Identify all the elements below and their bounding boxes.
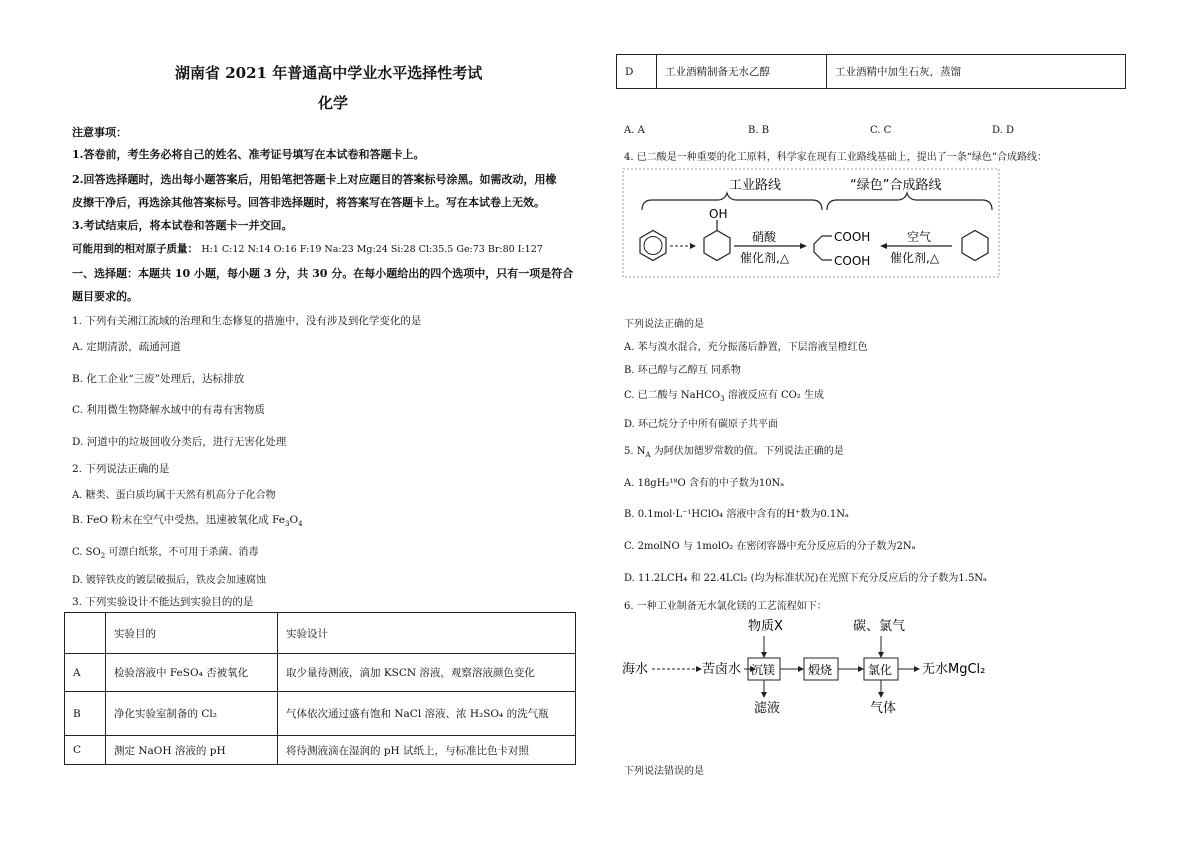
q3-row-purpose: 检验溶液中 FeSO₄ 否被氧化 (106, 654, 278, 692)
box-calcine-label: 煅烧 (808, 663, 833, 677)
q3-row-key: A (65, 654, 106, 692)
bittern-label: 苦卤水 (702, 662, 742, 677)
q3-option-b: B. B (748, 125, 770, 136)
q6-prompt: 下列说法错误的是 (624, 766, 704, 777)
q4-prompt: 下列说法正确的是 (624, 319, 704, 330)
q1-option-a: A. 定期清淤，疏通河道 (72, 341, 181, 353)
q6-process-flow (620, 614, 1000, 724)
q3-row-design: 气体依次通过盛有饱和 NaCl 溶液、浓 H₂SO₄ 的洗气瓶 (278, 692, 576, 736)
q5-option-c: C. 2molNO 与 1molO₂ 在密闭容器中充分反应后的分子数为2Nₐ (624, 541, 916, 552)
notice-item-2: 2.回答选择题时，选出每小题答案后，用铅笔把答题卡上对应题目的答案标号涂黑。如需改动，用橡 (72, 173, 557, 186)
box-chlorinate-label: 氯化 (868, 663, 893, 677)
q4-option-a: A. 苯与溴水混合，充分振荡后静置，下层溶液呈橙红色 (624, 342, 868, 353)
gas-label: 气体 (870, 701, 897, 716)
oh-label: OH (709, 207, 728, 221)
q3-table (64, 612, 576, 765)
q3-table-continued (616, 54, 1126, 89)
seawater-label: 海水 (622, 662, 649, 677)
q3-row-key: D (617, 55, 657, 89)
q3-option-c: C. C (870, 125, 892, 136)
q5-stem: 5. $N_A$ 为阿伏加德罗常数的值。下列说法正确的是 (624, 446, 844, 459)
atomic-mass-values: H:1 C:12 N:14 O:16 F:19 Na:23 Mg:24 Si:28 Cl:35.5 Ge:73 Br:80 I:127 (201, 244, 543, 255)
q1-stem: 1. 下列有关湘江流域的治理和生态修复的措施中，没有涉及到化学变化的是 (72, 315, 422, 327)
q2-option-d: D. 镀锌铁皮的镀层破损后，铁皮会加速腐蚀 (72, 575, 267, 586)
product-label: 无水MgCl₂ (922, 662, 986, 677)
q2-option-a: A. 糖类、蛋白质均属于天然有机高分子化合物 (72, 490, 276, 501)
q3-option-d: D. D (992, 125, 1015, 136)
q3-stem: 3. 下列实验设计不能达到实验目的的是 (72, 596, 254, 608)
reagent-air: 空气 (907, 230, 932, 244)
route-industrial-label: 工业路线 (729, 178, 782, 193)
q4-stem: 4. 已二酸是一种重要的化工原料，科学家在现有工业路线基础上，提出了一条“绿色”合成路线： (624, 152, 1047, 163)
notice-heading: 注意事项： (72, 126, 127, 139)
industrial-brace (642, 193, 822, 210)
q2-option-c: C. $SO_2$ 可漂白纸浆，不可用于杀菌、消毒 (72, 547, 259, 560)
q3-option-a: A. A (624, 125, 645, 136)
q3-row-design: 取少量待测液，滴加 KSCN 溶液，观察溶液颜色变化 (278, 654, 576, 692)
filtrate-label: 滤液 (754, 701, 781, 716)
box-precipitate-label: 沉镁 (751, 663, 776, 677)
q3-header-purpose: 实验目的 (106, 613, 278, 654)
cooh-top: COOH (834, 230, 871, 244)
reagent-nitric-acid: 硝酸 (752, 230, 777, 244)
q4-option-b: B. 环己醇与乙醇互 同系物 (624, 365, 741, 376)
material-x-label: 物质X (748, 619, 783, 634)
subject-title: 化学 (318, 94, 349, 112)
q3-row-purpose: 工业酒精制备无水乙醇 (657, 55, 827, 89)
q4-option-c: C. 已二酸与 NaHCO$_3$ 溶液反应有 CO₂ 生成 (624, 390, 824, 403)
q5-option-d: D. 11.2LCH₄ 和 22.4LCl₂ (均为标准状况)在光照下充分反应后的分子数为1.5Nₐ (624, 573, 987, 584)
q5-option-b: B. 0.1mol·L⁻¹HClO₄ 溶液中含有的H⁺数为0.1Nₐ (624, 509, 849, 520)
section-heading-2: 题目要求的。 (72, 290, 138, 303)
q1-option-d: D. 河道中的垃圾回收分类后，进行无害化处理 (72, 436, 287, 448)
q4-option-d: D. 环己烷分子中所有碳原子共平面 (624, 419, 779, 430)
q6-stem: 6. 一种工业制备无水氯化镁的工艺流程如下： (624, 601, 827, 612)
adipic-acid-chain (814, 236, 822, 260)
page-title: 湖南省 2021 年普通高中学业水平选择性考试 (175, 64, 483, 82)
q1-option-c: C. 利用微生物降解水域中的有毒有害物质 (72, 404, 265, 416)
cyclohexane-ring (962, 231, 988, 261)
q3-row-purpose: 测定 NaOH 溶液的 pH (106, 736, 278, 765)
q3-row-design: 工业酒精中加生石灰，蒸馏 (827, 55, 1126, 89)
q3-row-design: 将待测液滴在湿润的 pH 试纸上，与标准比色卡对照 (278, 736, 576, 765)
q4-synthesis-diagram (622, 168, 1000, 278)
q2-option-b: B. FeO 粉末在空气中受热，迅速被氧化成 $Fe_3O_4$ (72, 514, 303, 529)
notice-item-3: 3.考试结束后，将本试卷和答题卡一并交回。 (72, 219, 293, 232)
q3-row-key: B (65, 692, 106, 736)
notice-item-1: 1.答卷前，考生务必将自己的姓名、准考证号填写在本试卷和答题卡上。 (72, 148, 425, 161)
q3-header-design: 实验设计 (278, 613, 576, 654)
carbon-chlorine-label: 碳、氯气 (853, 619, 906, 634)
route-green-label: “绿色”合成路线 (850, 178, 942, 193)
q2-stem: 2. 下列说法正确的是 (72, 463, 170, 475)
green-brace (827, 193, 992, 210)
atomic-mass-label: 可能用到的相对原子质量： (72, 243, 198, 255)
q5-option-a: A. 18gH₂¹⁸O 含有的中子数为10Nₐ (624, 478, 785, 489)
cyclohexanol-ring (704, 220, 730, 261)
atomic-mass-line (72, 241, 543, 256)
q3-row-purpose: 净化实验室制备的 Cl₂ (106, 692, 278, 736)
q3-row-key: C (65, 736, 106, 765)
section-heading-1: 一、选择题：本题共 10 小题，每小题 3 分，共 30 分。在每小题给出的四个选项中，只有一项是符合 (72, 267, 574, 280)
cooh-bottom: COOH (834, 254, 871, 268)
benzene-ring (640, 231, 666, 261)
condition-1: 催化剂,△ (740, 251, 790, 265)
notice-item-2b: 皮擦干净后，再选涂其他答案标号。回答非选择题时，将答案写在答题卡上。写在本试卷上无效。 (72, 196, 545, 209)
q1-option-b: B. 化工企业“三废”处理后，达标排放 (72, 373, 245, 385)
condition-2: 催化剂,△ (890, 251, 940, 265)
